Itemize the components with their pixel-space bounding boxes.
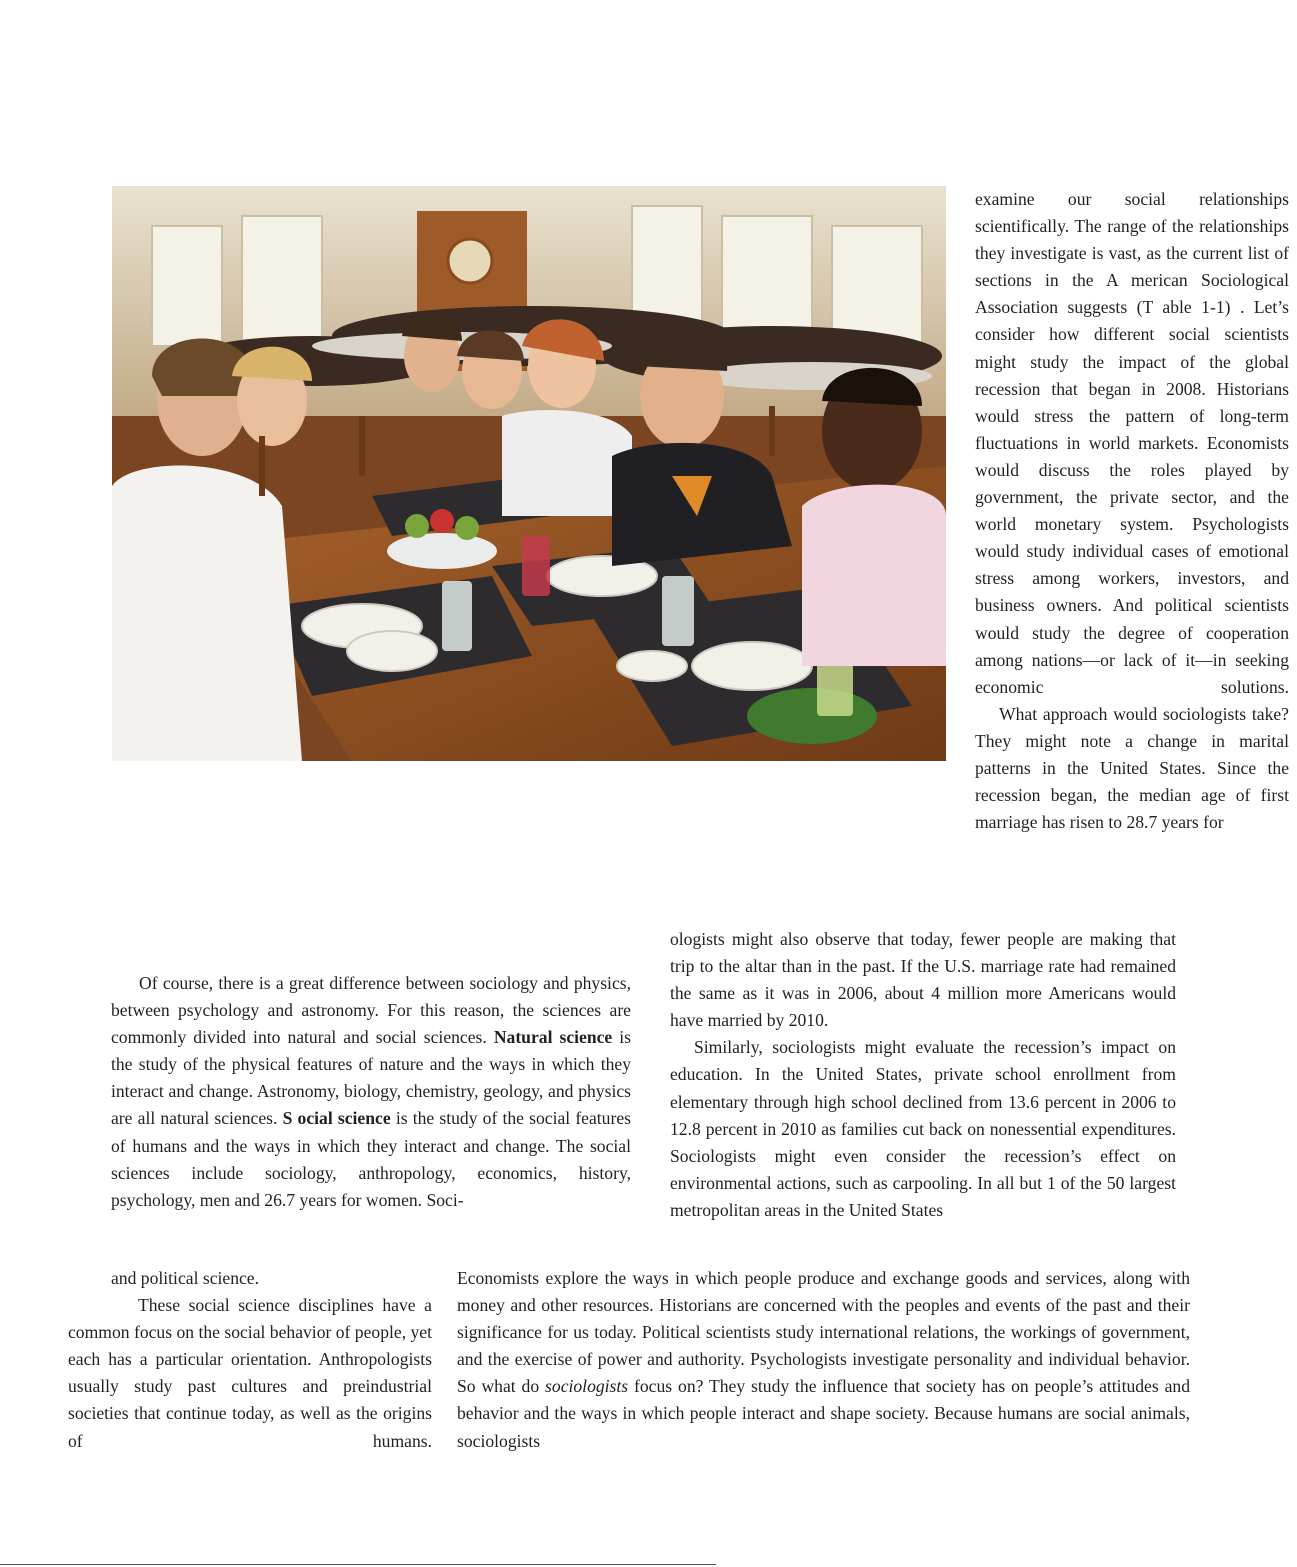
right-column-paragraph-2: What approach would sociologists take? They might note a change in marital patterns in the United States. Since the recession began, the median age of first marriage has risen to 28.7 years for xyxy=(975,703,1289,833)
bottom-right-paragraph xyxy=(457,1265,1190,1455)
cafeteria-photo xyxy=(112,186,946,761)
paragraph-text: is the study of the social features of humans and the ways in which they interact and change. The social sciences include sociology, anthropology, economics, history, psychology, men and 26.7 years for women. Soci- xyxy=(111,1108,631,1210)
bottom-left-line-1: and political science. xyxy=(111,1268,260,1288)
bottom-left-column xyxy=(68,1265,432,1455)
middle-right-paragraph-2: Similarly, sociologists might evaluate the recession’s impact on education. In the United States, private school enrollment from elementary through high school declined from 13.6 percent in 2006 to 12.8 percent in 2010 as families cut back on nonessential expenditures. Sociologists might even consider the recession’s effect on environmental actions, such as carpooling. In all but 1 of the 50 largest metropolitan areas in the United States xyxy=(670,1037,1176,1220)
term-social-science-part-1: S ocial xyxy=(282,1108,333,1129)
right-column-paragraph-1: examine our social relationships scientifically. The range of the relationships they investigate is vast, as the current list of sections in the A merican Sociological Association suggests (T able 1-1) . Let’s consider how different social scientists might study the impact of the global recession that began in 2008. Historians would stress the pattern of long-term fluctuations in world markets. Economists would discuss the roles played by government, the private sector, and the world monetary system. Psychologists would study individual cases of emotional stress among workers, investors, and business owners. And political scientists would study the degree of cooperation among nations—or lack of it—in seeking economic solutions. xyxy=(975,189,1289,697)
middle-right-column xyxy=(670,926,1176,1224)
paragraph-text: Economists explore the ways in which people produce and exchange goods and services, along with money and other resources. Historians are concerned with the peoples and events of the past and their significance for us today. Political scientists study international relations, the workings of government, and the exercise of power and authority. Psychologists investigate personality and individual behavior. So what do xyxy=(457,1268,1190,1397)
bottom-left-paragraph-2: These social science disciplines have a common focus on the social behavior of people, yet each has a particular orientation. Anthropologists usually study past cultures and preindustrial societies that continue today, as well as the origins of humans. xyxy=(68,1295,432,1451)
right-column xyxy=(975,186,1289,836)
middle-left-column xyxy=(111,970,631,1214)
paragraph-text: focus on? They study the influence that society has on people’s attitudes and behavior and the ways in which people interact and shape society. Because humans are social animals, sociologists xyxy=(457,1376,1190,1451)
term-social-science-part-2: science xyxy=(337,1108,391,1129)
bottom-right-column xyxy=(457,1265,1190,1455)
paragraph-text: Of course, there is a great difference between sociology and physics, between psychology and astronomy. For this reason, the sciences are commonly divided into natural and social sciences. xyxy=(111,973,631,1048)
bottom-rule xyxy=(0,1564,716,1565)
italic-sociologists: sociologists xyxy=(545,1376,629,1397)
term-natural-science: Natural science xyxy=(493,1027,613,1048)
paragraph-text: is the study of the physical features of nature and the ways in which they interact and change. Astronomy, biology, chemistry, geology, and physics are all natural sciences. xyxy=(111,1027,631,1129)
middle-right-paragraph-1: ologists might also observe that today, fewer people are making that trip to the altar than in the past. If the U.S. marriage rate had remained the same as it was in 2006, about 4 million more Americans would have married by 2010. xyxy=(670,929,1176,1031)
middle-left-paragraph-1 xyxy=(111,970,631,1214)
